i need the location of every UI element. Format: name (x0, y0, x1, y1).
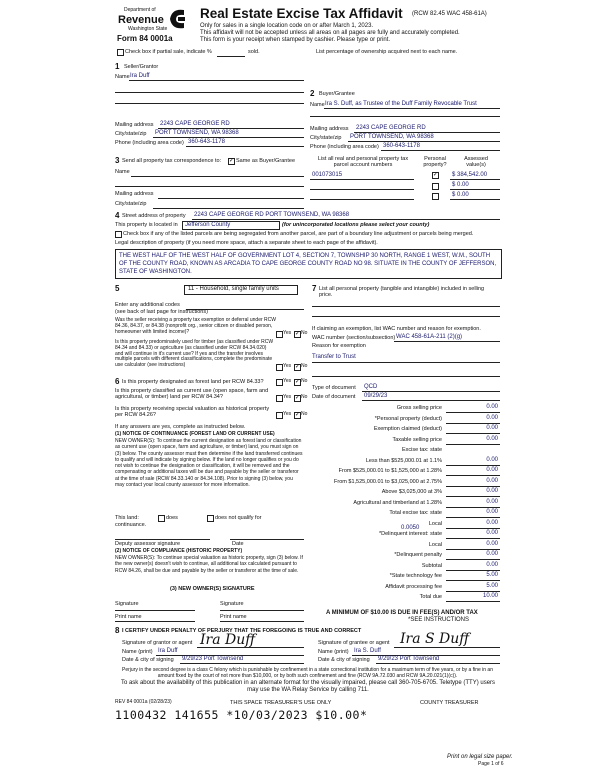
partial-sold-label: sold. (248, 49, 260, 55)
q3-no-label: No (301, 378, 308, 384)
q5-yes-checkbox[interactable] (276, 412, 283, 419)
section-7-number: 7 (312, 284, 317, 293)
doc-date-label: Date of document (312, 394, 356, 400)
calc-row-label: Gross selling price (396, 405, 442, 411)
personal-property-checkbox-3[interactable] (432, 193, 439, 200)
calc-row-label: Excise tax: state (401, 447, 442, 453)
street-address-field[interactable]: 2243 CAPE GEORGE RD PORT TOWNSEND, WA 98368 (194, 212, 350, 218)
legal-description-text: THE WEST HALF OF THE WEST HALF OF GOVERNMENT LOT 4, SECTION 7, TOWNSHIP 30 NORTH, RANGE 1 WEST, W.M., SOUTH OF THE COUNTY ROAD, KNOWN AS ARCADIA TO CAPE GEORGE COUNTY ROAD NO 98. SITUATE IN THE COUNTY OF JEFFERSON, STATE OF WASHINGTON. (119, 253, 497, 276)
section-2-number: 2 (310, 89, 315, 98)
buyer-phone-label: Phone (including area code) (310, 144, 379, 150)
local-rate: 0.0050 (401, 525, 420, 531)
seller-city-label: City/state/zip (115, 131, 147, 137)
not-qualify-checkbox[interactable] (207, 515, 214, 522)
state-text: Washington State (128, 26, 168, 32)
buyer-mail-field[interactable]: 2243 CAPE GEORGE RD (356, 125, 426, 131)
calc-row-value[interactable]: 0.00 (486, 477, 498, 484)
same-as-buyer-checkbox[interactable]: ✓ (229, 158, 235, 164)
alternate-format-notice: To ask about the availability of this publication in an alternate format for the visually impaired, please call 360-705-6705. Teletype (TTY) users may use the WA Relay Service by calling 711. (120, 680, 496, 693)
q4-yes-checkbox[interactable] (276, 395, 283, 402)
if-any-yes-note: If any answers are yes, complete as instructed below. (115, 424, 246, 430)
legal-paper-note: Print on legal size paper. (447, 754, 513, 760)
calc-row-label: *Personal property (deduct) (374, 415, 442, 422)
seller-name-label: Name (115, 74, 130, 80)
personal-property-checkbox-2[interactable] (432, 183, 439, 190)
not-qualify-label: does not qualify for (215, 515, 262, 521)
grantee-name-field[interactable]: Ira S. Duff (354, 648, 381, 654)
calc-row-value[interactable]: 0.00 (486, 561, 498, 568)
seller-name-field[interactable]: Ira Duff (130, 73, 150, 79)
subtitle-1: Only for sales in a single location code on or after March 1, 2023. (200, 23, 374, 29)
notice-continuance-text: NEW OWNER(S): To continue the current designation as forest land or classification as current use (open space, farm and agriculture, or timber) land, you must sign on (3) below. The county assessor must then determine if the land transferred continues to qualify and will indicate by signing below. If the land no longer qualifies or you do not wish to continue the designation or classification, it will be removed and the compensating or additional taxes will be due and payable by the seller or transferor at the time of sale (RCW 84.33.140 or 84.34.108). Prior to signing (3) below, you may contact your local county assessor for more information. (115, 438, 303, 488)
calc-row-value[interactable]: 10.00 (482, 593, 498, 599)
assessed-value-1[interactable]: $ 384,542.00 (452, 172, 488, 178)
owner-signature-label-1: Signature (115, 601, 139, 607)
doc-type-field[interactable]: QCD (364, 384, 378, 390)
doc-date-field[interactable]: 09/29/23 (364, 393, 388, 399)
partial-sale-label: Check box if partial sale, indicate % (125, 49, 212, 55)
q4-no-checkbox[interactable]: ✓ (295, 395, 301, 401)
see-back-note: (see back of last page for instructions) (115, 309, 208, 315)
form-number: Form 84 0001a (117, 34, 173, 43)
q2-no-checkbox[interactable]: ✓ (295, 364, 301, 370)
claim-exemption-label: If claiming an exemption, list WAC number and reason for exemption. (312, 326, 481, 332)
doc-type-label: Type of document (312, 385, 356, 391)
buyer-name-label: Name (310, 102, 325, 108)
q5-no-label: No (301, 411, 308, 417)
revenue-logo-icon (166, 6, 188, 32)
reason-field[interactable]: Transfer to Trust (312, 354, 356, 360)
buyer-name-field[interactable]: Ira S. Duff, as Trustee of the Duff Family Revocable Trust (325, 101, 477, 107)
grantee-name-label: Name (print) (318, 649, 349, 655)
seller-city-field[interactable]: PORT TOWNSEND, WA 98368 (155, 130, 239, 136)
revenue-logo-text: Revenue (118, 14, 164, 26)
section-1-number: 1 (115, 62, 120, 71)
grantor-date-label: Date & city of signing (122, 657, 174, 663)
calc-row-label: Total due (419, 594, 442, 600)
revision-label: REV 84 0001a (02/28/23) (115, 699, 172, 705)
calc-row-value[interactable]: 5.00 (486, 572, 498, 578)
calc-row-value[interactable]: 0.00 (486, 551, 498, 557)
calc-row-value[interactable]: 5.00 (486, 582, 498, 589)
calc-row-value[interactable]: 0.00 (486, 456, 498, 463)
notice-continuance-title: (1) NOTICE OF CONTINUANCE (FOREST LAND OR CURRENT USE) (115, 431, 275, 437)
exemption-question: Was the seller receiving a property tax exemption or deferral under RCW 84.36, 84.37, or 84.38 (nonprofit org., senior citizen or disabled person, homeowner with limited income)? (115, 317, 276, 335)
this-land-label: This land: (115, 515, 139, 521)
current-use-question: Is this property classified as current use (open space, farm and agricultural, or timber) land per RCW 84.34? (115, 388, 269, 401)
reason-label: Reason for exemption (312, 343, 366, 349)
calc-row-value[interactable]: 0.00 (486, 404, 498, 410)
grantor-name-label: Name (print) (122, 649, 153, 655)
calc-row-value[interactable]: 0.00 (486, 530, 498, 536)
county-treasurer-label: COUNTY TREASURER (420, 700, 479, 706)
grantor-signature[interactable]: Ira Duff (200, 632, 256, 648)
wac-number-label: WAC number (section/subsection) (312, 335, 396, 341)
grantor-name-field[interactable]: Ira Duff (158, 648, 178, 654)
calc-row-label: *State technology fee (389, 573, 442, 579)
property-use-select[interactable] (184, 285, 298, 295)
parcel-col-header: List all real and personal property tax parcel account numbers (317, 156, 409, 169)
dept-of: Department of (124, 7, 156, 13)
assessed-value-2[interactable]: $ 0.00 (452, 182, 469, 188)
seller-phone-field[interactable]: 360-643-1178 (188, 139, 225, 145)
q3-yes-label: Yes (283, 378, 292, 384)
grantee-signature[interactable]: Ira S Duff (400, 631, 470, 647)
grantor-signature-label: Signature of grantor or agent (122, 640, 193, 646)
calc-row-value[interactable]: 0.00 (486, 425, 498, 431)
segregated-checkbox[interactable] (115, 231, 122, 238)
grantor-date-field[interactable]: 9/29/23 Port Townsend (182, 656, 244, 662)
new-owner-signature-title: (3) NEW OWNER(S) SIGNATURE (170, 586, 255, 592)
deputy-date-label: Date (232, 541, 244, 547)
additional-codes-label: Enter any additional codes (115, 302, 180, 308)
subtitle-3: This form is your receipt when stamped by cashier. Please type or print. (200, 37, 391, 43)
legal-description-label: Legal description of property (if you need more space, attach a separate sheet to each page of the affidavit). (115, 240, 378, 246)
q5-yes-label: Yes (283, 411, 292, 417)
calc-row-value[interactable]: 0.00 (486, 509, 498, 515)
q1-yes-label: Yes (283, 330, 292, 336)
q1-no-checkbox[interactable]: ✓ (295, 331, 301, 337)
buyer-city-field[interactable]: PORT TOWNSEND, WA 98368 (350, 134, 434, 140)
does-qualify-checkbox[interactable] (158, 515, 165, 522)
calc-row-value[interactable]: 0.00 (486, 488, 498, 494)
parcel-number-1[interactable]: 001073015 (312, 172, 343, 178)
q4-no-label: No (301, 394, 308, 400)
send-correspondence-label: Send all property tax correspondence to: (122, 158, 222, 164)
buyer-city-label: City/state/zip (310, 135, 342, 141)
notice-compliance-text: NEW OWNER(S): To continue special valuation as historic property, sign (3) below. If the new owner(s) doesn't wish to continue, all additional tax calculated pursuant to RCW 84.26, shall be due and payable by the seller or transferor at the time of sale. (115, 555, 303, 574)
timber-question: Is this property predominately used for timber (as classified under RCW 84.34 and 84.33) or agriculture (as classified under RCW 84.34.020) and will continue in it's current use? If yes and the transfer involves multiple parcels with different classifications, complete the predominate use calculator (see instructions) (115, 339, 274, 368)
minimum-due-note: A MINIMUM OF $10.00 IS DUE IN FEE(S) AND/OR TAX (326, 610, 478, 616)
calc-row-value[interactable]: 0.00 (486, 435, 498, 442)
grantee-date-field[interactable]: 9/29/23 Port Townsend (378, 656, 440, 662)
does-qualify-label: does (166, 515, 178, 521)
calc-row-label: *Delinquent interest: state (379, 531, 442, 537)
calc-row-label: From $1,525,000.01 to $3,025,000 at 2.75% (334, 478, 442, 485)
certify-statement: I CERTIFY UNDER PENALTY OF PERJURY THAT THE FOREGOING IS TRUE AND CORRECT (122, 628, 362, 634)
wac-number-field[interactable]: WAC 458-61A-211 (2)(g) (396, 334, 463, 340)
located-in-label: This property is located in (115, 222, 178, 228)
section-8-number: 8 (115, 626, 120, 635)
perjury-notice: Perjury in the second degree is a class C felony which is punishable by confinement in a state correctional institution for a maximum term of five years, or by a fine in an amount fixed by the court of not more than $10,000, or by both such confinement and fine (RCW 9A.72.030 and RCW 9A.20.021(1)(c)). (121, 667, 493, 679)
calc-row-label: From $525,000.01 to $1,525,000 at 1.28% (338, 468, 442, 474)
personal-property-heading: List all personal property (tangible and intangible) included in selling price. (319, 286, 485, 299)
seller-heading: Seller/Grantor (124, 64, 159, 70)
form-title: Real Estate Excise Tax Affidavit (200, 6, 403, 21)
ownership-note: List percentage of ownership acquired next to each name. (316, 49, 458, 55)
calc-row-value[interactable]: 0.00 (486, 540, 498, 547)
county-select[interactable] (182, 221, 280, 230)
page-number: Page 1 of 6 (478, 761, 504, 767)
cashier-stamp: 1100432 141655 *10/03/2023 $10.00* (115, 708, 368, 722)
q1-no-label: No (301, 330, 308, 336)
seller-mail-label: Mailing address (115, 122, 154, 128)
personal-col-header: Personal property? (423, 156, 447, 169)
calc-row-label: Taxable selling price (392, 436, 442, 443)
street-address-label: Street address of property (122, 213, 186, 219)
send-name-label: Name (115, 169, 130, 175)
calc-row-label: Affidavit processing fee (385, 583, 442, 590)
legal-description-box[interactable] (115, 249, 502, 279)
q5-no-checkbox[interactable]: ✓ (295, 412, 301, 418)
grantee-date-label: Date & city of signing (318, 657, 370, 663)
personal-property-checkbox-1[interactable]: ✓ (433, 172, 439, 178)
calc-row-value[interactable]: 0.00 (486, 414, 498, 421)
q2-no-label: No (301, 363, 308, 369)
notice-compliance-title: (2) NOTICE OF COMPLIANCE (HISTORIC PROPERTY) (115, 548, 243, 554)
buyer-phone-field[interactable]: 360-643-1178 (383, 143, 420, 149)
owner-print-name-label-2: Print name (220, 614, 247, 620)
forest-land-question: Is this property designated as forest land per RCW 84.33? (122, 379, 264, 385)
segregated-label: Check box if any of the listed parcels are being segregated from another parcel, are part of a boundary line adjustment or parcels being merged. (123, 231, 474, 237)
calc-row-label: Less than $525,000.01 at 1.1% (365, 457, 442, 464)
subtitle-2: This affidavit will not be accepted unless all areas on all pages are fully and accurately completed. (200, 30, 460, 36)
grantee-signature-label: Signature of grantee or agent (318, 640, 390, 646)
calc-row-value[interactable]: 0.00 (486, 498, 498, 505)
unincorp-note: (for unincorporated locations please select your county) (282, 222, 430, 228)
q3-yes-checkbox[interactable] (276, 379, 283, 386)
owner-signature-label-2: Signature (220, 601, 244, 607)
continuance-label: continuance. (115, 522, 147, 528)
calc-row-label: Local (428, 520, 442, 527)
send-city-label: City/state/zip (115, 201, 147, 207)
historic-question: Is this property receiving special valuation as historical property per RCW 84.26? (115, 406, 270, 419)
form-wac: (RCW 82.45 WAC 458-61A) (412, 11, 487, 17)
buyer-mail-label: Mailing address (310, 126, 349, 132)
q3-no-checkbox[interactable]: ✓ (295, 379, 301, 385)
send-mail-label: Mailing address (115, 191, 154, 197)
same-as-buyer-label: Same as Buyer/Grantee (236, 158, 296, 164)
seller-mail-field[interactable]: 2243 CAPE GEORGE RD (160, 121, 230, 127)
calc-row-label: Exemption claimed (deduct) (373, 426, 442, 432)
section-3-number: 3 (115, 156, 120, 165)
partial-sale-checkbox[interactable] (117, 49, 124, 56)
county-value: Jefferson County (185, 222, 231, 228)
q2-yes-checkbox[interactable] (276, 364, 283, 371)
calc-row-label: Subtotal (421, 562, 442, 569)
property-use-value: 11 - Household, single family units (188, 286, 279, 292)
calc-row-value[interactable]: 0.00 (486, 467, 498, 473)
owner-print-name-label-1: Print name (115, 614, 142, 620)
calc-row-label: Agricultural and timberland at 1.28% (353, 499, 442, 506)
see-instructions-note: *SEE INSTRUCTIONS (408, 617, 470, 623)
assessed-value-3[interactable]: $ 0.00 (452, 192, 469, 198)
section-4-number: 4 (115, 211, 120, 220)
section-5-number: 5 (115, 284, 120, 293)
buyer-heading: Buyer/Grantee (319, 91, 355, 97)
calc-row-label: *Delinquent penalty (394, 552, 442, 558)
calc-row-value[interactable]: 0.00 (486, 519, 498, 526)
calc-row-label: Local (428, 541, 442, 548)
seller-phone-label: Phone (including area code) (115, 140, 184, 146)
assessed-col-header: Assessed value(s) (464, 156, 488, 169)
calc-row-label: Above $3,025,000 at 3% (381, 489, 442, 495)
calc-row-label: Total excise tax: state (389, 510, 442, 516)
treasurer-use-label: THIS SPACE TREASURER'S USE ONLY (230, 700, 332, 706)
deputy-signature-label: Deputy assessor signature (115, 541, 181, 547)
q2-yes-label: Yes (283, 363, 292, 369)
q4-yes-label: Yes (283, 394, 292, 400)
q1-yes-checkbox[interactable] (276, 331, 283, 338)
section-6-number: 6 (115, 377, 120, 386)
